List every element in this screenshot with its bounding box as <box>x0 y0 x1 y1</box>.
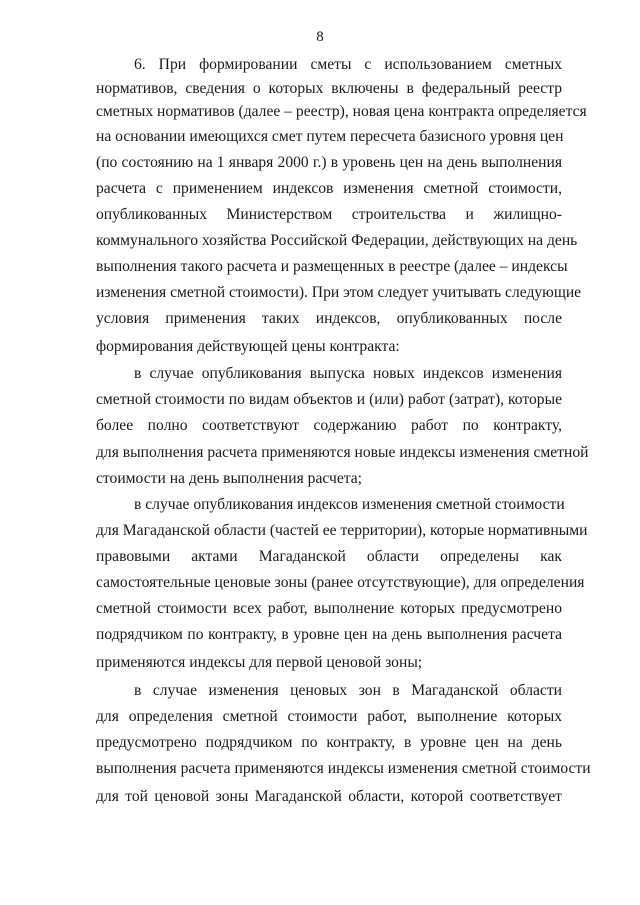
text-line: коммунального хозяйства Российской Федерации, действующих на день <box>96 232 578 249</box>
page-number: 8 <box>316 29 324 45</box>
text-line: для определения сметной стоимости работ, выполнение которых <box>96 708 562 725</box>
text-line: 6. При формировании сметы с использованием сметных <box>134 56 562 73</box>
text-line: нормативов, сведения о которых включены в федеральный реестр <box>96 80 562 97</box>
text-line: в случае опубликования индексов изменения сметной стоимости <box>134 496 565 513</box>
text-line: предусмотрено подрядчиком по контракту, в уровне цен на день <box>96 734 562 751</box>
text-line: на основании имеющихся смет путем пересчета базисного уровня цен <box>96 128 564 145</box>
text-line: опубликованных Министерством строительства и жилищно- <box>96 206 562 223</box>
text-line: выполнения расчета применяются индексы изменения сметной стоимости <box>96 760 591 777</box>
text-line: самостоятельные ценовые зоны (ранее отсутствующие), для определения <box>96 574 585 591</box>
text-line: для выполнения расчета применяются новые индексы изменения сметной <box>96 444 589 461</box>
text-line: (по состоянию на 1 января 2000 г.) в уровень цен на день выполнения <box>96 154 562 171</box>
text-line: сметных нормативов (далее – реестр), новая цена контракта определяется <box>96 103 587 120</box>
text-line: в случае изменения ценовых зон в Магаданской области <box>134 682 562 699</box>
text-line: стоимости на день выполнения расчета; <box>96 470 363 487</box>
text-line: подрядчиком по контракту, в уровне цен на день выполнения расчета <box>96 626 562 643</box>
text-line: более полно соответствуют содержанию работ по контракту, <box>96 417 562 434</box>
text-line: для Магаданской области (частей ее территории), которые нормативными <box>96 522 588 539</box>
text-line: сметной стоимости по видам объектов и (или) работ (затрат), которые <box>96 391 562 408</box>
text-line: для той ценовой зоны Магаданской области, которой соответствует <box>96 788 562 805</box>
text-line: сметной стоимости всех работ, выполнение которых предусмотрено <box>96 600 562 617</box>
text-line: правовыми актами Магаданской области определены как <box>96 548 562 565</box>
text-line: формирования действующей цены контракта: <box>96 338 400 355</box>
text-line: изменения сметной стоимости). При этом следует учитывать следующие <box>96 284 582 301</box>
text-line: условия применения таких индексов, опубликованных после <box>96 310 562 327</box>
text-line: применяются индексы для первой ценовой зоны; <box>96 654 423 671</box>
text-line: выполнения такого расчета и размещенных в реестре (далее – индексы <box>96 258 568 275</box>
text-line: расчета с применением индексов изменения сметной стоимости, <box>96 180 562 197</box>
text-line: в случае опубликования выпуска новых индексов изменения <box>134 365 562 382</box>
